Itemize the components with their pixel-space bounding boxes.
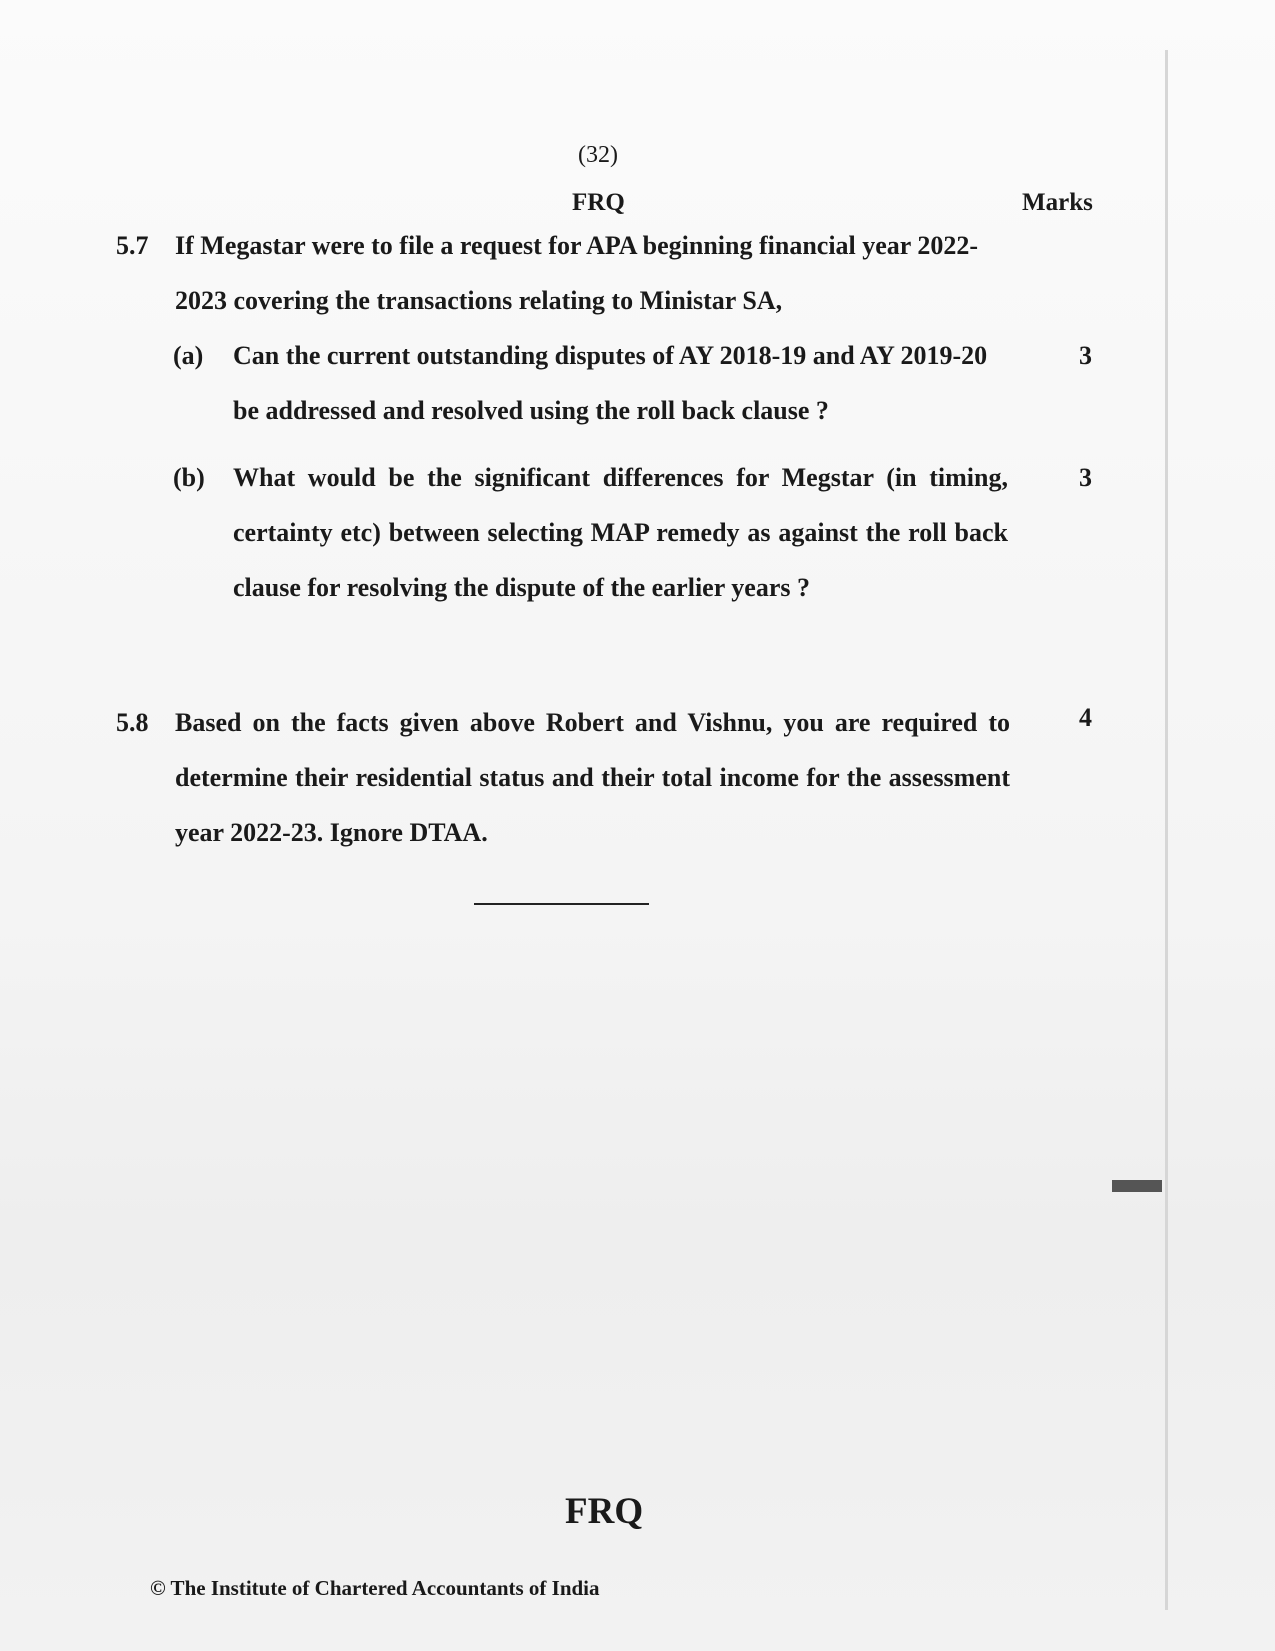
sub-question-b-label: (b) bbox=[173, 463, 205, 492]
sub-question-a-label: (a) bbox=[173, 341, 204, 370]
sub-question-b-line-1: What would be the significant differences for Megstar (in timing, bbox=[233, 463, 1008, 492]
sub-question-b-line-3: clause for resolving the dispute of the earlier years ? bbox=[233, 573, 810, 602]
sub-question-b-line-2: certainty etc) between selecting MAP remedy as against the roll back bbox=[233, 518, 1008, 547]
end-of-questions-rule bbox=[474, 903, 649, 905]
marks-column-heading: Marks bbox=[1022, 189, 1093, 216]
sub-question-a-marks: 3 bbox=[1079, 341, 1092, 370]
page-number: (32) bbox=[578, 142, 618, 168]
sub-question-b-marks: 3 bbox=[1079, 463, 1092, 492]
question-5-8-line-1: Based on the facts given above Robert and Vishnu, you are required to bbox=[175, 708, 1010, 737]
sub-question-a-line-1: Can the current outstanding disputes of AY 2018-19 and AY 2019-20 bbox=[233, 341, 988, 370]
question-5-7-text-line-1: If Megastar were to file a request for APA beginning financial year 2022- bbox=[175, 231, 979, 260]
sub-question-a-line-2: be addressed and resolved using the roll back clause ? bbox=[233, 396, 829, 425]
page-edge-shadow bbox=[1165, 50, 1168, 1610]
footer-section-label: FRQ bbox=[565, 1491, 644, 1532]
question-number-5-8: 5.8 bbox=[116, 708, 149, 737]
question-5-8-marks: 4 bbox=[1079, 703, 1092, 732]
question-5-8-line-3: year 2022-23. Ignore DTAA. bbox=[175, 818, 488, 847]
scan-edge-mark bbox=[1112, 1180, 1162, 1192]
copyright-footer: © The Institute of Chartered Accountants of India bbox=[150, 1576, 600, 1600]
question-5-8-line-2: determine their residential status and their total income for the assessment bbox=[175, 763, 1010, 792]
section-heading: FRQ bbox=[572, 189, 625, 216]
question-number-5-7: 5.7 bbox=[116, 231, 149, 260]
question-5-7-text-line-2: 2023 covering the transactions relating to Ministar SA, bbox=[175, 286, 783, 315]
